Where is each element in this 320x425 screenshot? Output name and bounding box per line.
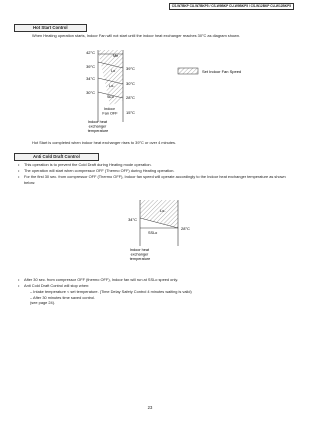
hot-start-diagram [0, 40, 300, 150]
anti-cold-sub-3: (see page 24). [30, 300, 56, 305]
anti-cold-title: Anti Cold Draft Control [14, 153, 99, 161]
fan-off-line2: Fan OFF [102, 111, 118, 116]
fan-level-slo: SLo [107, 95, 114, 99]
anti-cold-after-bullet-1: • After 30 sec. from compressor OFF (thermo OFF), Indoor fan will run at SSLo speed only. [18, 277, 288, 283]
anti-cold-bullet-3: • For the first 30 sec. from compressor OFF (Thermo OFF), Indoor fan speed will operate accordingly to the Indoor heat exchanger temperature as shown below: [18, 174, 288, 185]
hot-start-footer: Hot Start is completed when indoor heat exchanger rises to 39°C or over 4 minutes. [32, 140, 177, 145]
anti-cold-after-bullet-2: • Anti Cold Draft Control will stop when: [18, 283, 288, 289]
anti-axis-label [130, 248, 150, 261]
hot-axis-line2: exchanger [88, 124, 107, 129]
indoor-fan-off-label [102, 107, 118, 116]
legend-label: Set Indoor Fan Speed [202, 69, 242, 74]
fan-off-line1: Indoor [104, 107, 115, 111]
hot-right-temp-1: 39°C [126, 66, 135, 71]
hot-left-temp-1: 42°C [86, 50, 95, 55]
hot-axis-line1: Indoor heat [87, 120, 108, 124]
hot-left-temp-2: 39°C [86, 64, 95, 69]
hot-left-temp-3: 34°C [86, 76, 95, 81]
anti-zone-lower: SSLo [148, 231, 158, 235]
hot-left-temp-4: 30°C [86, 90, 95, 95]
anti-cold-after-bullets [18, 277, 288, 289]
hot-start-intro: When Heating operation starts, Indoor Fan will not start until the indoor heat exchanger reaches 30°C as diagram shown. [32, 33, 241, 38]
hot-right-temp-4: 15°C [126, 110, 135, 115]
page-number: 23 [147, 405, 153, 410]
hot-start-title: Hot Start Control [14, 24, 87, 32]
fan-level-lo: Lo [111, 69, 116, 73]
anti-zone-upper: Lo- [160, 209, 166, 213]
anti-axis-line1: Indoor heat [129, 248, 150, 252]
fan-level-lo-minus: Lo- [109, 84, 115, 88]
model-header: CS-W7BKP CU-W7BKP5 / CS-W9BKP CU-W9BKP5 / CS-W12BKP CU-W12BKP5 [169, 3, 294, 10]
fan-level-me: Me [113, 54, 119, 58]
anti-axis-line2: exchanger [130, 252, 149, 257]
lo-minus-zone [140, 200, 178, 228]
hot-axis-line3: temperature [87, 129, 109, 133]
anti-temp-lower: 28°C [181, 226, 190, 231]
anti-cold-sub-1: – Intake temperature < set temperature. (Time Delay Safety Control 4 minutes waiting is valid) [30, 289, 192, 294]
hot-axis-label [88, 120, 108, 133]
anti-temp-upper: 34°C [128, 217, 137, 222]
anti-cold-bullet-1: • This operation is to prevent the Cold Draft during Heating mode operation. [18, 162, 288, 168]
legend-hatch-swatch [178, 68, 198, 74]
anti-axis-line3: temperature [129, 257, 151, 261]
anti-cold-diagram [0, 192, 300, 282]
hot-right-temp-3: 28°C [126, 95, 135, 100]
anti-cold-bullets [18, 162, 288, 186]
anti-cold-bullet-2: • The operation will start when compressor OFF (Thermo OFF) during Heating operation. [18, 168, 288, 174]
anti-cold-sub-2: – After 30 minutes time saved control. [30, 294, 96, 300]
anti-cold-sub-items [24, 289, 288, 306]
hot-right-temp-2: 30°C [126, 81, 135, 86]
